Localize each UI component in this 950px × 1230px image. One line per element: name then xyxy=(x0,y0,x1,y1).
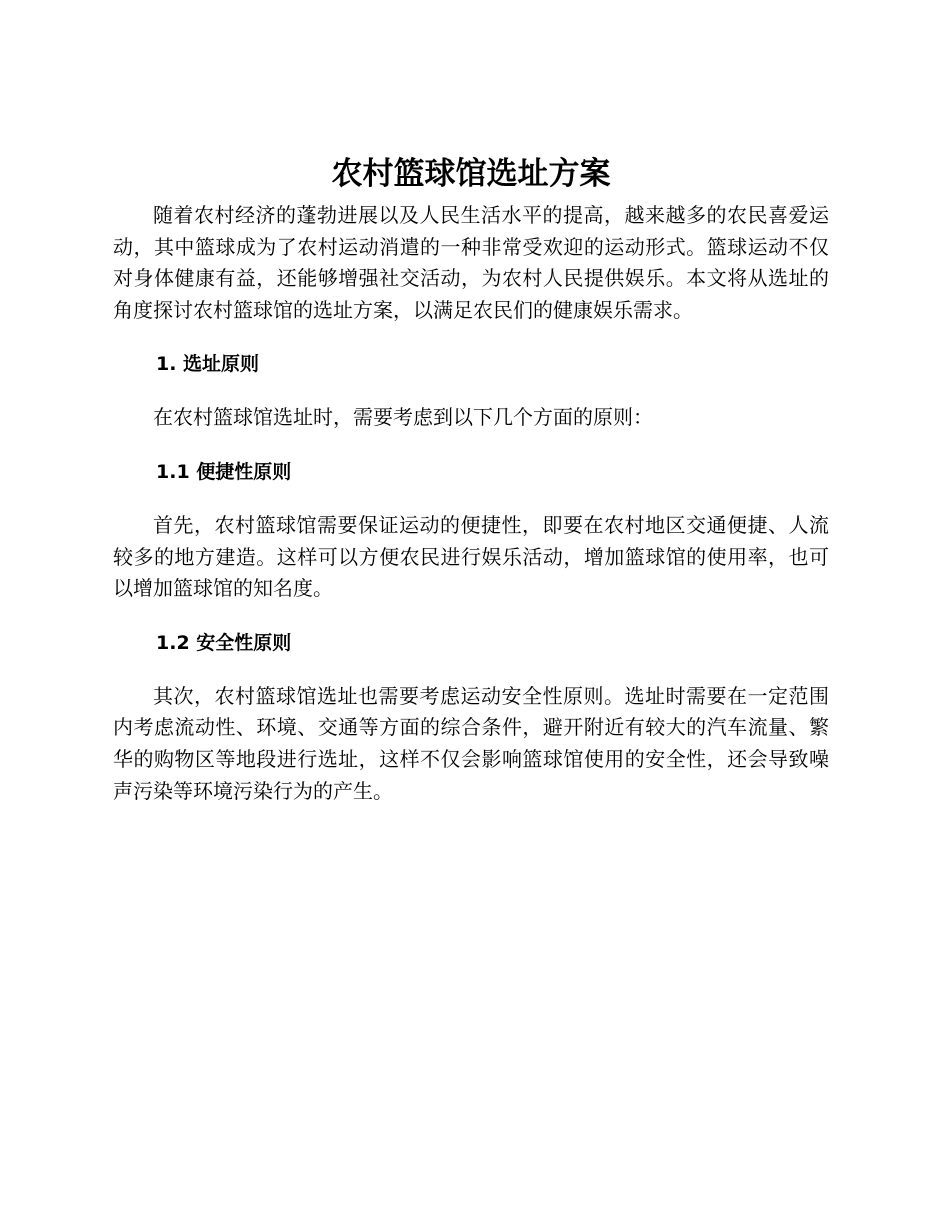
document-body xyxy=(113,148,829,807)
spacer xyxy=(113,605,829,628)
section-heading-safety: 1.2 安全性原则 xyxy=(156,631,292,654)
section-paragraph-safety: 其次，农村篮球馆选址也需要考虑运动安全性原则。选址时需要在一定范围内考虑流动性、环境、交通等方面的综合条件，避开附近有较大的汽车流量、繁华的购物区等地段进行选址，这样不仅会影响篮球馆使用的安全性，还会导致噪声污染等环境污染行为的产生。 xyxy=(113,683,829,803)
section-paragraph-principles: 在农村篮球馆选址时，需要考虑到以下几个方面的原则： xyxy=(153,405,653,430)
spacer xyxy=(113,380,829,402)
document-title: 农村篮球馆选址方案 xyxy=(331,156,611,192)
intro-paragraph: 随着农村经济的蓬勃进展以及人民生活水平的提高，越来越多的农民喜爱运动，其中篮球成为了农村运动消遣的一种非常受欢迎的运动形式。篮球运动不仅对身体健康有益，还能够增强社交活动，为农村人民提供娱乐。本文将从选址的角度探讨农村篮球馆的选址方案，以满足农民们的健康娱乐需求。 xyxy=(113,203,829,322)
spacer xyxy=(113,434,829,457)
spacer xyxy=(113,659,829,681)
section-heading-principles: 1. 选址原则 xyxy=(156,353,260,376)
spacer xyxy=(113,488,829,510)
section-heading-convenience: 1.1 便捷性原则 xyxy=(156,460,292,483)
spacer xyxy=(113,326,829,349)
section-paragraph-convenience: 首先，农村篮球馆需要保证运动的便捷性，即要在农村地区交通便捷、人流较多的地方建造。这样可以方便农民进行娱乐活动，增加篮球馆的使用率，也可以增加篮球馆的知名度。 xyxy=(113,512,829,601)
